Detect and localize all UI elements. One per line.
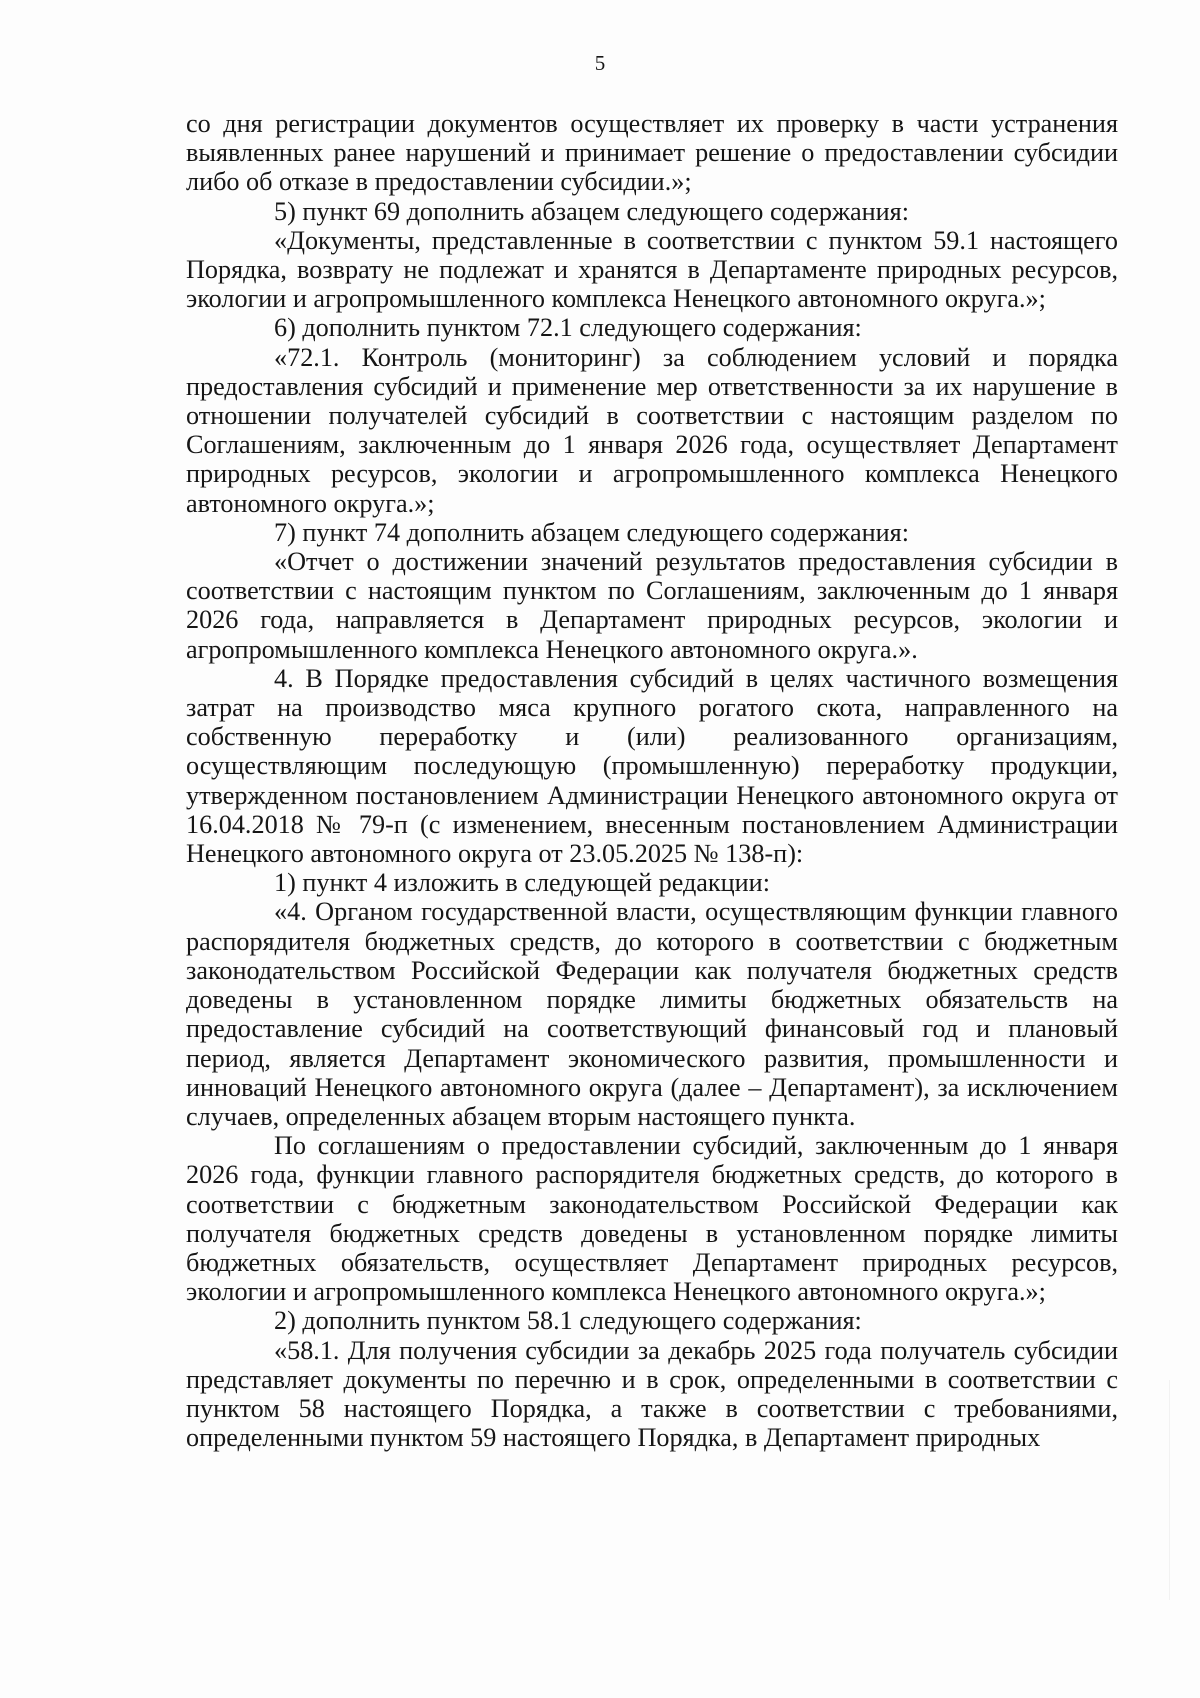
paragraph-item-5: 5) пункт 69 дополнить абзацем следующего содержания: xyxy=(274,196,910,226)
paragraph-item-6: 6) дополнить пунктом 72.1 следующего содержания: xyxy=(274,313,862,343)
paragraph-quote-4: «4. Органом государственной власти, осуществляющим функции главного распорядителя бюджетных средств, до которого в соответствии с бюджетным законодательством Российской Федерации как получателя бюджетных средств доведены в установленном порядке лимиты бюджетных обязательств на предоставление субсидий на соответствующий финансовый год и плановый период, является Департамент экономического развития, промышленности и инноваций Ненецкого автономного округа (далее – Департамент), за исключением случаев, определенных абзацем вторым настоящего пункта. xyxy=(186,897,1118,1131)
paragraph-section-4: 4. В Порядке предоставления субсидий в целях частичного возмещения затрат на производство мяса крупного рогатого скота, направленного на собственную переработку и (или) реализованного организациям, осуществляющим последующую (промышленную) переработку продукции, утвержденном постановлением Администрации Ненецкого автономного округа от 16.04.2018 № 79-п (с изменением, внесенным постановлением Администрации Ненецкого автономного округа от 23.05.2025 № 138-п): xyxy=(186,663,1118,869)
paragraph-continuation: со дня регистрации документов осуществляет их проверку в части устранения выявленных ранее нарушений и принимает решение о предоставлении субсидии либо об отказе в предоставлении субсидии.»; xyxy=(186,109,1118,197)
scan-artifact xyxy=(1169,1380,1170,1600)
page-number: 5 xyxy=(594,51,606,75)
paragraph-item-2: 2) дополнить пунктом 58.1 следующего содержания: xyxy=(274,1306,862,1336)
paragraph-quote-72-1: «72.1. Контроль (мониторинг) за соблюдением условий и порядка предоставления субсидий и применение мер ответственности за их нарушение в отношении получателей субсидий в соответствии с настоящим разделом по Соглашениям, заключенным до 1 января 2026 года, осуществляет Департамент природных ресурсов, экологии и агропромышленного комплекса Ненецкого автономного округа.»; xyxy=(186,342,1118,518)
paragraph-quote-58-1: «58.1. Для получения субсидии за декабрь 2025 года получатель субсидии представляет документы по перечню и в срок, определенными в соответствии с пунктом 58 настоящего Порядка, а также в соответствии с требованиями, определенными пунктом 59 настоящего Порядка, в Департамент природных xyxy=(186,1335,1118,1453)
paragraph-item-1: 1) пункт 4 изложить в следующей редакции: xyxy=(274,868,770,898)
paragraph-agreements: По соглашениям о предоставлении субсидий, заключенным до 1 января 2026 года, функции главного распорядителя бюджетных средств, до которого в соответствии с бюджетным законодательством Российской Федерации как получателя бюджетных средств доведены в установленном порядке лимиты бюджетных обязательств, осуществляет Департамент природных ресурсов, экологии и агропромышленного комплекса Ненецкого автономного округа.»; xyxy=(186,1131,1118,1307)
paragraph-quote-59-1: «Документы, представленные в соответствии с пунктом 59.1 настоящего Порядка, возврату не подлежат и хранятся в Департаменте природных ресурсов, экологии и агропромышленного комплекса Ненецкого автономного округа.»; xyxy=(186,225,1118,314)
paragraph-item-7: 7) пункт 74 дополнить абзацем следующего содержания: xyxy=(274,517,910,547)
document-body xyxy=(186,109,1118,1452)
paragraph-quote-report: «Отчет о достижении значений результатов предоставления субсидии в соответствии с настоящим пунктом по Соглашениям, заключенным до 1 января 2026 года, направляется в Департамент природных ресурсов, экологии и агропромышленного комплекса Ненецкого автономного округа.». xyxy=(186,547,1118,664)
